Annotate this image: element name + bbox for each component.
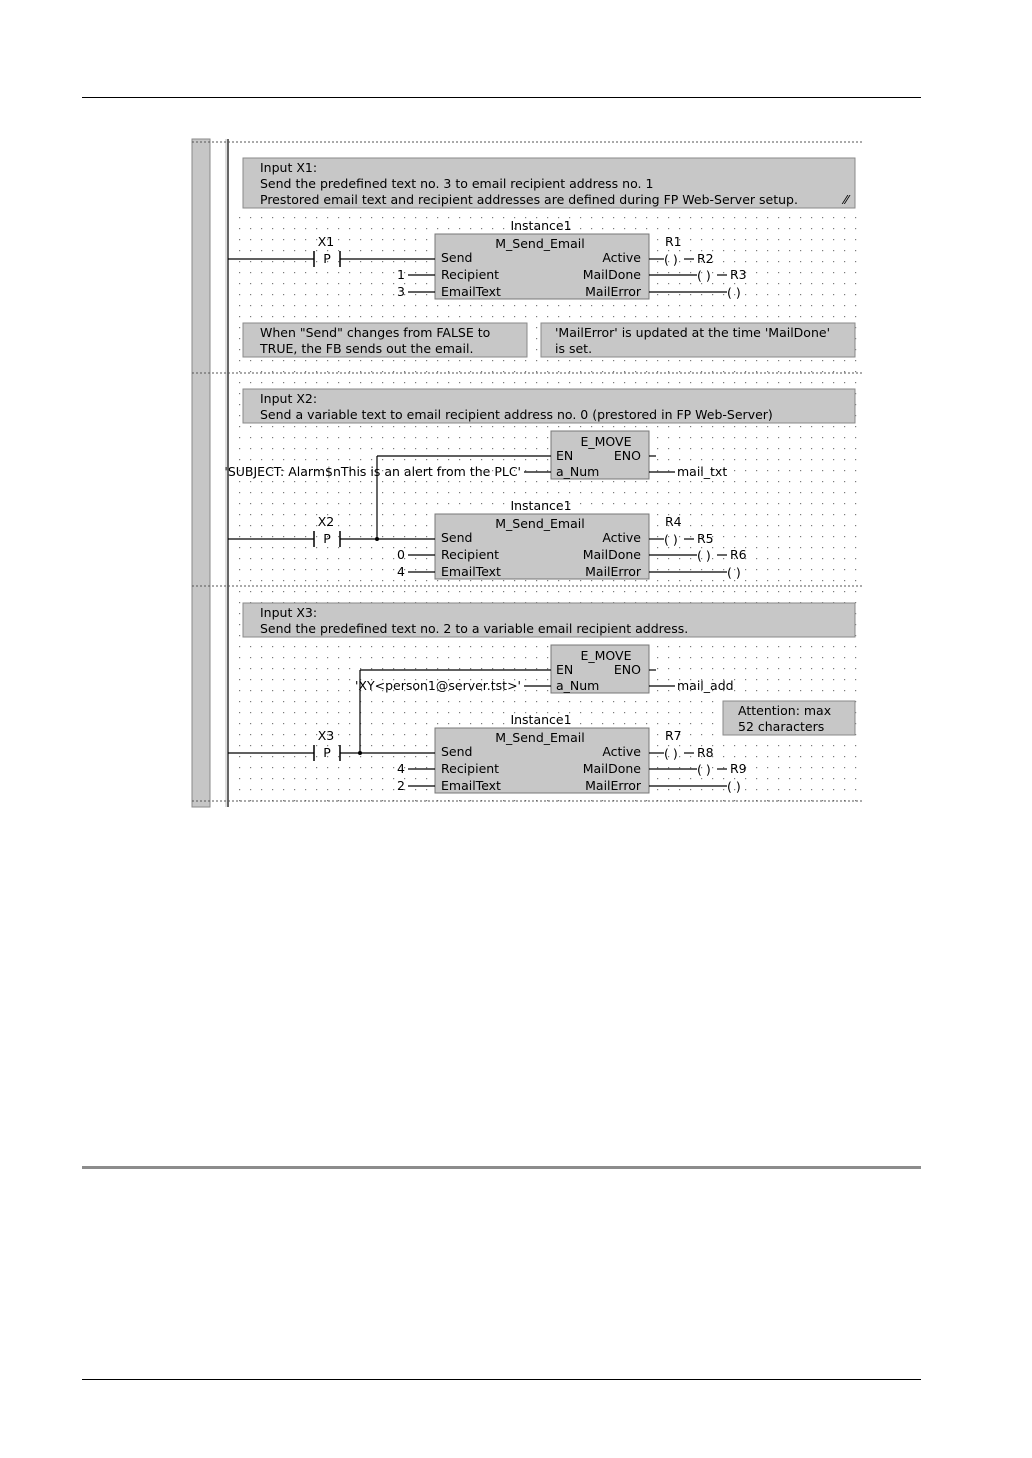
contact-label: X3 — [317, 728, 335, 743]
comment-line: Prestored email text and recipient addresses are defined during FP Web-Server setup. — [260, 192, 798, 207]
pin-in: Recipient — [441, 761, 500, 776]
pin-in: EmailText — [441, 778, 501, 793]
move-pin: EN — [556, 448, 574, 463]
coil-label: R7 — [665, 728, 682, 743]
coil-label: R5 — [697, 531, 714, 546]
comment-line: Send the predefined text no. 3 to email recipient address no. 1 — [260, 176, 654, 191]
note-line: Attention: max — [738, 703, 832, 718]
pin-in: Send — [441, 530, 473, 545]
pin-in: EmailText — [441, 564, 501, 579]
pin-in: EmailText — [441, 284, 501, 299]
pin-out: Active — [602, 250, 641, 265]
note-line: 52 characters — [738, 719, 825, 734]
instance-label: Instance1 — [510, 218, 572, 233]
instance-label: Instance1 — [510, 712, 572, 727]
contact-mark: P — [323, 251, 331, 266]
constant-value: 4 — [397, 761, 405, 776]
move-name: E_MOVE — [580, 648, 632, 663]
pin-out: Active — [602, 530, 641, 545]
rung-gutter — [192, 139, 210, 807]
pin-out: MailError — [585, 778, 641, 793]
contact-label: X1 — [317, 234, 335, 249]
header-rule — [82, 97, 921, 98]
note-line: TRUE, the FB sends out the email. — [260, 341, 474, 356]
fb-name: M_Send_Email — [495, 516, 585, 531]
note-line: is set. — [555, 341, 593, 356]
coil-icon[interactable]: ( ) — [727, 779, 741, 794]
pin-in: Recipient — [441, 547, 500, 562]
pin-in: Send — [441, 744, 473, 759]
contact-mark: P — [323, 531, 331, 546]
constant-value: 0 — [397, 547, 405, 562]
pin-out: MailDone — [582, 761, 641, 776]
move-pin: a_Num — [556, 464, 600, 479]
junction-dot — [375, 537, 379, 541]
coil-label: R9 — [730, 761, 747, 776]
junction-dot — [358, 751, 362, 755]
contact-mark: P — [323, 745, 331, 760]
note-line: 'MailError' is updated at the time 'MailDone' — [555, 325, 830, 340]
coil-label: R8 — [697, 745, 714, 760]
resize-grip-icon: ⁄⁄ — [844, 192, 849, 207]
comment-line: Send the predefined text no. 2 to a variable email recipient address. — [260, 621, 689, 636]
pin-out: MailError — [585, 564, 641, 579]
comment-line: Input X3: — [260, 605, 318, 620]
constant-value: 2 — [397, 778, 405, 793]
contact-label: X2 — [317, 514, 335, 529]
move-dest: mail_add — [677, 678, 734, 693]
move-pin: ENO — [613, 662, 641, 677]
coil-icon[interactable]: ( ) — [727, 565, 741, 580]
constant-value: 1 — [397, 267, 405, 282]
coil-label: R4 — [665, 514, 682, 529]
comment-line: Send a variable text to email recipient address no. 0 (prestored in FP Web-Server) — [260, 407, 773, 422]
pin-out: Active — [602, 744, 641, 759]
pin-in: Send — [441, 250, 473, 265]
move-source: 'XY<person1@server.tst>' — [354, 678, 521, 693]
instance-label: Instance1 — [510, 498, 572, 513]
pin-out: MailDone — [582, 267, 641, 282]
move-pin: ENO — [613, 448, 641, 463]
pin-out: MailError — [585, 284, 641, 299]
note-line: When "Send" changes from FALSE to — [260, 325, 491, 340]
pin-out: MailDone — [582, 547, 641, 562]
coil-icon[interactable]: ( ) — [727, 285, 741, 300]
coil-icon[interactable]: ( ) — [664, 532, 678, 547]
move-pin: a_Num — [556, 678, 600, 693]
constant-value: 3 — [397, 284, 405, 299]
fb-name: M_Send_Email — [495, 730, 585, 745]
move-source: 'SUBJECT: Alarm$nThis is an alert from the PLC' — [224, 464, 521, 479]
coil-icon[interactable]: ( ) — [697, 762, 711, 777]
footer-rule — [82, 1379, 921, 1380]
coil-icon[interactable]: ( ) — [664, 252, 678, 267]
ladder-diagram — [190, 135, 866, 810]
comment-line: Input X1: — [260, 160, 318, 175]
move-pin: EN — [556, 662, 574, 677]
coil-icon[interactable]: ( ) — [664, 746, 678, 761]
coil-label: R2 — [697, 251, 714, 266]
fb-name: M_Send_Email — [495, 236, 585, 251]
section-rule — [82, 1166, 921, 1169]
coil-label: R1 — [665, 234, 682, 249]
coil-icon[interactable]: ( ) — [697, 268, 711, 283]
coil-label: R6 — [730, 547, 747, 562]
move-name: E_MOVE — [580, 434, 632, 449]
comment-line: Input X2: — [260, 391, 318, 406]
constant-value: 4 — [397, 564, 405, 579]
pin-in: Recipient — [441, 267, 500, 282]
move-dest: mail_txt — [677, 464, 728, 479]
coil-label: R3 — [730, 267, 747, 282]
coil-icon[interactable]: ( ) — [697, 548, 711, 563]
